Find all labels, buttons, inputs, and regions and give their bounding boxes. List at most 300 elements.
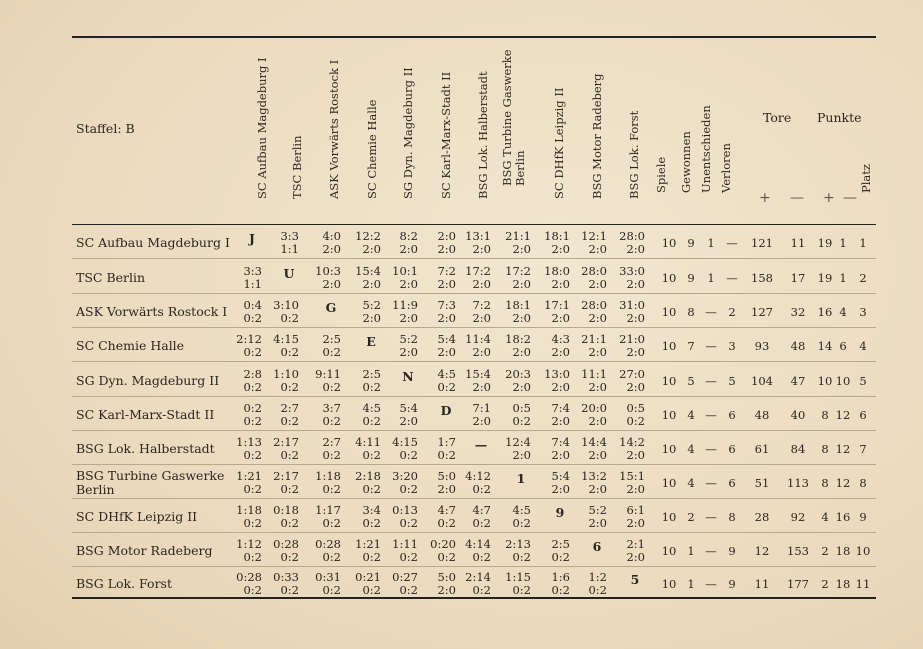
points: 0:2 (362, 380, 381, 394)
points: 0:2 (243, 414, 262, 428)
goals: 2:12 (236, 332, 262, 346)
score-cell (534, 470, 570, 496)
goals: 10:1 (392, 264, 418, 278)
goals: 5:0 (437, 570, 456, 584)
points: 0:2 (243, 380, 262, 394)
points: 1:1 (243, 277, 262, 291)
row-divider (72, 258, 876, 259)
stat-pkt-minus: 6 (839, 338, 847, 353)
points: 2:0 (626, 277, 645, 291)
goals: 0:2 (243, 401, 262, 415)
points: 2:0 (551, 345, 570, 359)
platz-header (860, 150, 874, 206)
goals: 7:3 (437, 298, 456, 312)
score-cell (263, 368, 299, 394)
score-cell (226, 368, 262, 394)
goals: 4:12 (465, 469, 491, 483)
score-cell (495, 538, 531, 564)
goals: 2:18 (355, 469, 381, 483)
points: 0:2 (512, 414, 531, 428)
stat-pkt-plus: 19 (817, 270, 833, 285)
points: 0:2 (437, 448, 456, 462)
score-cell (263, 504, 299, 530)
stat-unent: — (705, 509, 717, 524)
score-cell (420, 571, 456, 597)
stat-spiele: 10 (661, 304, 677, 319)
points: 2:0 (437, 482, 456, 496)
stat-tore-minus: 153 (787, 543, 809, 558)
stat-pkt-minus: 16 (835, 509, 851, 524)
stat-pkt-minus: 4 (839, 304, 847, 319)
column-header-9-label: SC DHfK Leipzig II (552, 87, 566, 199)
score-cell (609, 504, 645, 530)
punkte-header: Punkte (817, 110, 862, 125)
score-cell (226, 333, 262, 359)
points: 2:0 (437, 277, 456, 291)
stat-platz: 6 (859, 407, 867, 422)
points: 0:2 (322, 345, 341, 359)
stat-pkt-minus: 12 (835, 407, 851, 422)
goals: 2:14 (465, 570, 491, 584)
goals: 3:4 (362, 503, 381, 517)
goals: 0:27 (392, 570, 418, 584)
stat-tore-minus: 11 (790, 235, 806, 250)
stat-pkt-plus: 8 (821, 407, 829, 422)
goals: 0:31 (315, 570, 341, 584)
stat-verl: 6 (728, 441, 736, 456)
goals: 18:2 (505, 332, 531, 346)
stat-pkt-plus: 10 (817, 373, 833, 388)
diagonal-mark: 6 (592, 539, 602, 554)
goals: 12:4 (505, 435, 531, 449)
column-header-3-label: ASK Vorwärts Rostock I (327, 59, 341, 199)
column-header-6-label: SC Karl-Marx-Stadt II (439, 71, 453, 199)
goals: 0:21 (355, 570, 381, 584)
points: 2:0 (512, 277, 531, 291)
points: 2:0 (472, 380, 491, 394)
score-cell (345, 436, 381, 462)
header-rule (72, 224, 876, 225)
score-cell (455, 265, 491, 291)
top-rule (72, 36, 876, 38)
stat-gew: 4 (687, 407, 695, 422)
stat-tore-minus: 47 (790, 373, 806, 388)
goals: 0:28 (315, 537, 341, 551)
score-cell (382, 299, 418, 325)
goals: 2:1 (626, 537, 645, 551)
score-cell (571, 504, 607, 530)
score-cell (382, 265, 418, 291)
goals: 1:18 (236, 503, 262, 517)
gewonnen-header-label: Gewonnen (679, 131, 693, 193)
score-cell (455, 299, 491, 325)
stat-spiele: 10 (661, 407, 677, 422)
points: 0:2 (512, 550, 531, 564)
points: 0:2 (280, 583, 299, 597)
goals: 1:21 (355, 537, 381, 551)
goals: 4:5 (362, 401, 381, 415)
score-cell (345, 299, 381, 325)
points: 0:2 (362, 550, 381, 564)
points: 2:0 (551, 380, 570, 394)
goals: 2:5 (362, 367, 381, 381)
goals: 2:17 (273, 435, 299, 449)
goals: 4:15 (273, 332, 299, 346)
stat-gew: 1 (687, 576, 695, 591)
platz-header-label: Platz (859, 164, 873, 193)
goals: 21:0 (619, 332, 645, 346)
goals: 7:2 (472, 298, 491, 312)
points: 0:2 (399, 550, 418, 564)
score-cell (609, 538, 645, 564)
goals: 2:0 (437, 229, 456, 243)
verloren-header (720, 100, 734, 206)
score-cell (420, 538, 456, 564)
points: 2:0 (626, 311, 645, 325)
points: 0:2 (280, 550, 299, 564)
goals: 17:2 (505, 264, 531, 278)
stat-tore-plus: 158 (751, 270, 773, 285)
score-cell (571, 368, 607, 394)
goals: 0:33 (273, 570, 299, 584)
goals: 1:6 (551, 570, 570, 584)
score-cell (609, 436, 645, 462)
score-cell (609, 470, 645, 496)
unentschieden-header-label: Unentschieden (699, 105, 713, 193)
points: 2:0 (551, 311, 570, 325)
score-cell (455, 470, 491, 496)
points: 0:2 (551, 550, 570, 564)
score-cell (305, 368, 341, 394)
stat-unent: — (705, 543, 717, 558)
score-cell (226, 402, 262, 428)
stat-unent: — (705, 338, 717, 353)
goals: 11:9 (392, 298, 418, 312)
score-cell (609, 368, 645, 394)
score-cell (226, 470, 262, 496)
stat-gew: 4 (687, 441, 695, 456)
score-cell (305, 470, 341, 496)
points: 0:2 (280, 311, 299, 325)
points: 0:2 (512, 516, 531, 530)
stat-tore-plus: 61 (754, 441, 770, 456)
stat-pkt-minus: 1 (839, 235, 847, 250)
stat-tore-plus: 93 (754, 338, 770, 353)
goals: 4:11 (355, 435, 381, 449)
table-row (72, 398, 876, 431)
score-cell (263, 333, 299, 359)
score-cell (534, 230, 570, 256)
stat-pkt-plus: 16 (817, 304, 833, 319)
points: 2:0 (588, 482, 607, 496)
diagonal-mark: 1 (516, 471, 526, 486)
stat-gew: 4 (687, 475, 695, 490)
score-cell (420, 470, 456, 496)
stat-platz: 9 (859, 509, 867, 524)
goals: 4:7 (472, 503, 491, 517)
score-cell (534, 299, 570, 325)
points: 2:0 (626, 380, 645, 394)
points: 0:2 (243, 550, 262, 564)
goals: 1:17 (315, 503, 341, 517)
points: 2:0 (626, 242, 645, 256)
points: 2:0 (551, 277, 570, 291)
points: 0:2 (243, 583, 262, 597)
score-cell (226, 436, 262, 462)
points: 0:2 (588, 583, 607, 597)
points: 0:2 (626, 414, 645, 428)
points: 2:0 (437, 345, 456, 359)
score-cell (609, 402, 645, 428)
column-header-8-label: BSG Turbine Gaswerke Berlin (500, 49, 527, 186)
score-cell (420, 368, 456, 394)
diagonal-mark: E (366, 334, 376, 349)
column-header-2-label: TSC Berlin (290, 135, 304, 199)
stat-verl: 6 (728, 475, 736, 490)
goals: 9:11 (315, 367, 341, 381)
stat-verl: 9 (728, 543, 736, 558)
score-cell (571, 333, 607, 359)
goals: 0:28 (236, 570, 262, 584)
score-cell (571, 470, 607, 496)
goals: 1:21 (236, 469, 262, 483)
column-header-6 (440, 40, 454, 212)
points: 0:2 (399, 583, 418, 597)
score-cell (420, 299, 456, 325)
score-cell (305, 538, 341, 564)
points: 0:2 (551, 583, 570, 597)
goals: 11:4 (465, 332, 491, 346)
score-cell (571, 265, 607, 291)
score-cell (226, 299, 262, 325)
row-divider (72, 430, 876, 431)
stat-tore-minus: 32 (790, 304, 806, 319)
points: 2:0 (512, 311, 531, 325)
row-divider (72, 498, 876, 499)
score-cell (305, 333, 341, 359)
score-cell (263, 299, 299, 325)
score-cell (345, 368, 381, 394)
score-cell (382, 230, 418, 256)
diagonal-mark: U (283, 266, 295, 281)
points: 0:2 (472, 583, 491, 597)
goals: 17:1 (544, 298, 570, 312)
score-cell (534, 333, 570, 359)
goals: 7:2 (437, 264, 456, 278)
stat-tore-minus: 48 (790, 338, 806, 353)
goals: 4:5 (512, 503, 531, 517)
stat-spiele: 10 (661, 576, 677, 591)
score-cell (495, 402, 531, 428)
stat-tore-plus: 48 (754, 407, 770, 422)
score-cell (495, 230, 531, 256)
points: 2:0 (437, 311, 456, 325)
table-row (72, 329, 876, 362)
stat-tore-plus: 12 (754, 543, 770, 558)
stat-unent: — (705, 407, 717, 422)
points: 0:2 (437, 550, 456, 564)
points: 2:0 (472, 242, 491, 256)
points: 0:2 (399, 516, 418, 530)
points: 0:2 (399, 448, 418, 462)
goals: 5:4 (551, 469, 570, 483)
stat-verl: 3 (728, 338, 736, 353)
points: 2:0 (626, 516, 645, 530)
goals: 3:10 (273, 298, 299, 312)
goals: 10:3 (315, 264, 341, 278)
team-name: ASK Vorwärts Rostock I (76, 303, 228, 319)
goals: 4:5 (437, 367, 456, 381)
points: 2:0 (588, 311, 607, 325)
points: 0:2 (399, 482, 418, 496)
points: 2:0 (512, 380, 531, 394)
stat-spiele: 10 (661, 235, 677, 250)
goals: 3:7 (322, 401, 341, 415)
points: 2:0 (472, 277, 491, 291)
stat-platz: 5 (859, 373, 867, 388)
column-header-8 (500, 40, 527, 212)
points: 2:0 (322, 242, 341, 256)
goals: 1:12 (236, 537, 262, 551)
stat-verl: 8 (728, 509, 736, 524)
score-cell (226, 538, 262, 564)
score-cell (263, 538, 299, 564)
goals: 21:1 (581, 332, 607, 346)
goals: 5:2 (399, 332, 418, 346)
stat-pkt-plus: 14 (817, 338, 833, 353)
diagonal-mark: 9 (555, 505, 565, 520)
goals: 5:2 (588, 503, 607, 517)
score-cell (345, 571, 381, 597)
points: 2:0 (626, 550, 645, 564)
column-header-3 (328, 40, 342, 212)
goals: 0:28 (273, 537, 299, 551)
score-cell (382, 436, 418, 462)
stat-verl: 6 (728, 407, 736, 422)
goals: 1:15 (505, 570, 531, 584)
stat-spiele: 10 (661, 270, 677, 285)
score-cell (609, 230, 645, 256)
goals: 15:4 (465, 367, 491, 381)
stat-unent: 1 (707, 270, 715, 285)
stat-verl: 9 (728, 576, 736, 591)
diagonal-mark: 5 (630, 572, 640, 587)
team-name: BSG Lok. Forst (76, 575, 172, 591)
diagonal-mark: J (249, 231, 255, 246)
score-cell (609, 333, 645, 359)
points: 2:0 (626, 345, 645, 359)
stat-spiele: 10 (661, 338, 677, 353)
goals: 20:0 (581, 401, 607, 415)
points: 0:2 (322, 583, 341, 597)
score-cell (345, 470, 381, 496)
stat-tore-plus: 51 (754, 475, 770, 490)
goals: 5:0 (437, 469, 456, 483)
points: 0:2 (437, 380, 456, 394)
stat-spiele: 10 (661, 509, 677, 524)
points: 2:0 (588, 242, 607, 256)
stat-tore-minus: 40 (790, 407, 806, 422)
score-cell (571, 571, 607, 597)
team-name: SC Chemie Halle (76, 337, 185, 353)
stat-spiele: 10 (661, 543, 677, 558)
goals: 4:7 (437, 503, 456, 517)
stat-verl: — (726, 270, 738, 285)
stat-unent: — (705, 576, 717, 591)
team-name: TSC Berlin (76, 269, 146, 285)
stat-gew: 5 (687, 373, 695, 388)
score-cell (455, 333, 491, 359)
score-cell (455, 368, 491, 394)
goals: 7:4 (551, 401, 570, 415)
goals: 4:15 (392, 435, 418, 449)
stat-verl: 5 (728, 373, 736, 388)
score-cell (226, 504, 262, 530)
points: 0:2 (362, 448, 381, 462)
column-header-11 (628, 40, 642, 212)
goals: 2:17 (273, 469, 299, 483)
verloren-header-label: Verloren (719, 143, 733, 193)
stat-platz: 11 (855, 576, 871, 591)
stat-gew: 9 (687, 235, 695, 250)
stat-tore-minus: 177 (787, 576, 809, 591)
score-cell (382, 538, 418, 564)
points: 0:2 (437, 516, 456, 530)
stat-spiele: 10 (661, 441, 677, 456)
row-divider (72, 532, 876, 533)
points: 0:2 (280, 448, 299, 462)
score-cell (305, 402, 341, 428)
goals: 28:0 (581, 298, 607, 312)
row-divider (72, 396, 876, 397)
score-cell (420, 436, 456, 462)
stat-pkt-minus: 10 (835, 373, 851, 388)
score-cell (534, 368, 570, 394)
points: 0:2 (280, 414, 299, 428)
goals: 1:10 (273, 367, 299, 381)
table-row (72, 295, 876, 328)
goals: 31:0 (619, 298, 645, 312)
points: 0:2 (280, 380, 299, 394)
score-cell (609, 265, 645, 291)
score-cell (534, 538, 570, 564)
column-header-9 (553, 40, 567, 212)
score-cell (534, 436, 570, 462)
goals: 14:4 (581, 435, 607, 449)
points: 2:0 (322, 277, 341, 291)
score-cell (305, 230, 341, 256)
team-name: SC Karl-Marx-Stadt II (76, 406, 215, 422)
points: 2:0 (626, 482, 645, 496)
score-cell (345, 265, 381, 291)
goals: 20:3 (505, 367, 531, 381)
score-cell (382, 504, 418, 530)
stat-pkt-plus: 19 (817, 235, 833, 250)
stat-platz: 7 (859, 441, 867, 456)
points: 0:2 (362, 414, 381, 428)
goals: 0:4 (243, 298, 262, 312)
goals: 27:0 (619, 367, 645, 381)
goals: 13:2 (581, 469, 607, 483)
stat-pkt-minus: 18 (835, 576, 851, 591)
score-cell (534, 402, 570, 428)
points: 2:0 (472, 311, 491, 325)
stat-tore-plus: 104 (751, 373, 773, 388)
points: 0:2 (362, 516, 381, 530)
column-header-1 (256, 40, 270, 212)
score-cell (571, 402, 607, 428)
column-header-2 (291, 40, 305, 212)
